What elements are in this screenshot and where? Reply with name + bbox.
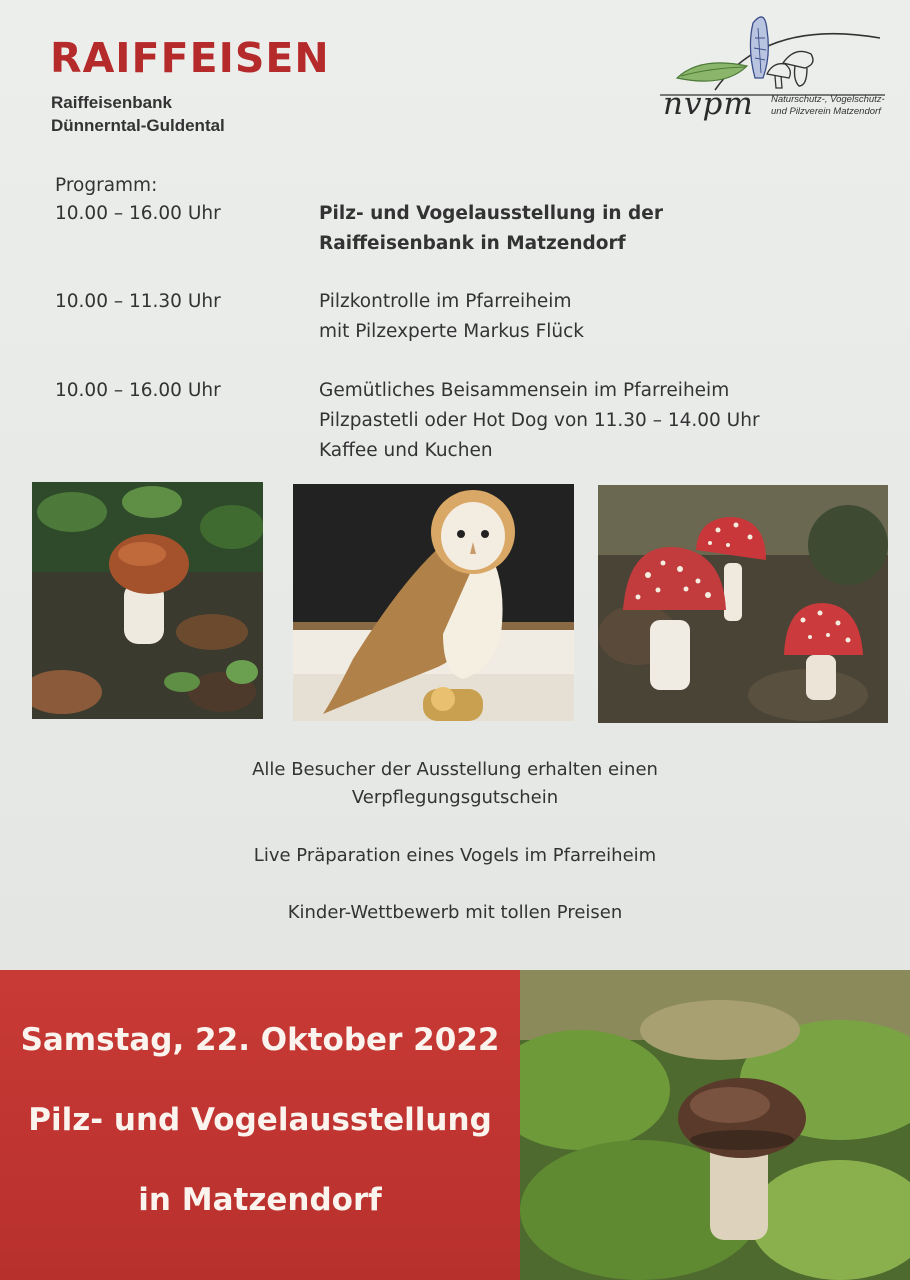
program-desc-line: Kaffee und Kuchen bbox=[319, 440, 493, 461]
program-desc-line: Pilz- und Vogelausstellung in der bbox=[319, 203, 663, 224]
kids-contest-note: Kinder-Wettbewerb mit tollen Preisen bbox=[287, 902, 623, 923]
program-desc-line: Raiffeisenbank in Matzendorf bbox=[319, 233, 626, 254]
event-title: Pilz- und Vogelausstellung bbox=[28, 1102, 492, 1138]
program-desc-line: Pilzkontrolle im Pfarreiheim bbox=[319, 291, 572, 312]
photo-brown-mushroom bbox=[32, 482, 263, 719]
nvpm-logo bbox=[655, 8, 895, 130]
bird-preparation-note: Live Präparation eines Vogels im Pfarreiheim bbox=[253, 845, 657, 866]
bank-name-line1: Raiffeisenbank bbox=[51, 93, 172, 112]
event-date: Samstag, 22. Oktober 2022 bbox=[20, 1022, 500, 1058]
note-line: Verpflegungsgutschein bbox=[351, 787, 559, 808]
event-location: in Matzendorf bbox=[138, 1182, 382, 1218]
photo-fly-agaric bbox=[598, 485, 888, 723]
note-line: Alle Besucher der Ausstellung erhalten einen bbox=[252, 759, 658, 780]
program-description bbox=[319, 287, 879, 347]
nvpm-desc-line1: Naturschutz-, Vogelschutz- bbox=[771, 94, 885, 105]
nvpm-desc-line2: und Pilzverein Matzendorf bbox=[771, 106, 881, 117]
nvpm-acronym: nvpm bbox=[663, 86, 754, 122]
program-heading: Programm: bbox=[55, 175, 158, 196]
program-description bbox=[319, 199, 879, 259]
visitor-voucher-note bbox=[0, 756, 910, 812]
raiffeisen-logo-text: RAIFFEISEN bbox=[50, 34, 330, 82]
program-desc-line: Gemütliches Beisammensein im Pfarreiheim bbox=[319, 380, 730, 401]
program-time: 10.00 – 11.30 Uhr bbox=[55, 291, 221, 312]
bank-name-line2: Dünnerntal-Guldental bbox=[51, 116, 225, 135]
photo-mushroom-in-moss bbox=[520, 970, 910, 1280]
photo-barn-owl bbox=[293, 484, 574, 721]
program-description bbox=[319, 376, 879, 466]
program-desc-line: mit Pilzexperte Markus Flück bbox=[319, 321, 584, 342]
program-desc-line: Pilzpastetli oder Hot Dog von 11.30 – 14.00 Uhr bbox=[319, 410, 760, 431]
bank-name bbox=[51, 91, 225, 137]
event-banner bbox=[0, 970, 520, 1280]
program-time: 10.00 – 16.00 Uhr bbox=[55, 203, 221, 224]
nvpm-description bbox=[771, 94, 885, 118]
program-time: 10.00 – 16.00 Uhr bbox=[55, 380, 221, 401]
